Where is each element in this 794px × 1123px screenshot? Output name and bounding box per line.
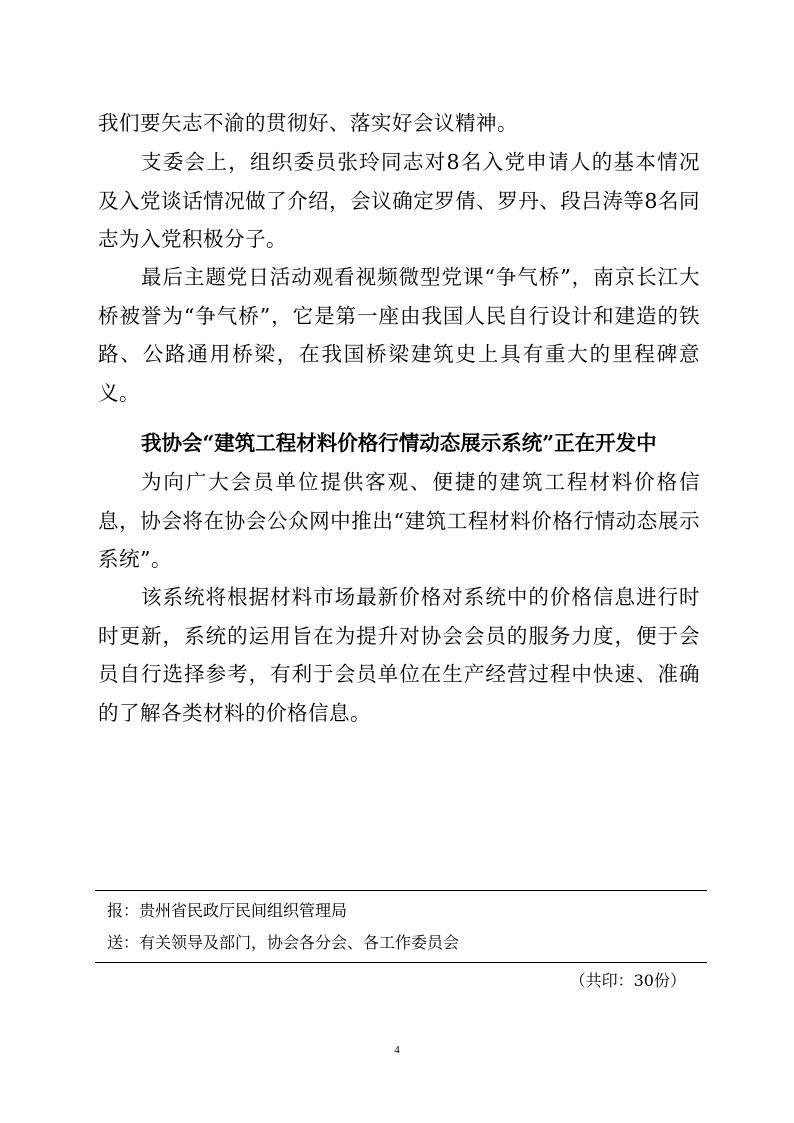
report-to-line: 报：贵州省民政厅民间组织管理局 <box>107 901 348 920</box>
page-number: 4 <box>394 1044 400 1056</box>
paragraph-meeting-spirit: 我们要矢志不渝的贯彻好、落实好会议精神。 <box>98 111 518 135</box>
send-to-line: 送：有关领导及部门，协会各分会、各工作委员会 <box>107 933 460 952</box>
paragraph-system-intro: 为向广大会员单位提供客观、便捷的建筑工程材料价格信息，协会将在协会公众网中推出“建筑工程材料价格行情动态展示系统”。 <box>98 470 700 571</box>
section-heading: 我协会“建筑工程材料价格行情动态展示系统”正在开发中 <box>141 431 657 455</box>
copies-count: （共印：30份） <box>569 971 686 990</box>
paragraph-party-lesson: 最后主题党日活动观看视频微型党课“争气桥”，南京长江大桥被誉为“争气桥”，它是第一座由我国人民自行设计和建造的铁路、公路通用桥梁，在我国桥梁建筑史上具有重大的里程碑意义。 <box>98 265 700 405</box>
paragraph-party-applicants: 支委会上，组织委员张玲同志对8名入党申请人的基本情况及入党谈话情况做了介绍，会议确定罗倩、罗丹、段吕涛等8名同志为入党积极分子。 <box>98 150 700 251</box>
footer-top-rule <box>95 890 707 891</box>
paragraph-system-details: 该系统将根据材料市场最新价格对系统中的价格信息进行时时更新，系统的运用旨在为提升对协会会员的服务力度，便于会员自行选择参考，有利于会员单位在生产经营过程中快速、准确的了解各类材料的价格信息。 <box>98 585 700 725</box>
footer-bottom-rule <box>95 962 707 963</box>
